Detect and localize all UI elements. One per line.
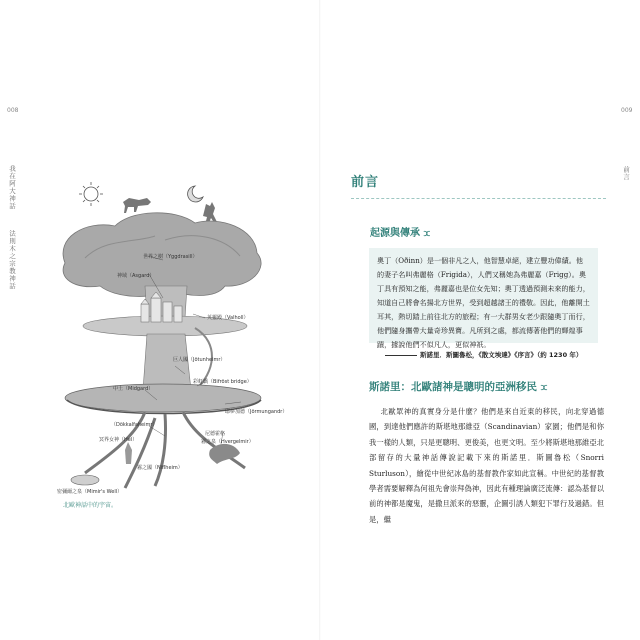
knot-ornament-icon-2: ⵋ xyxy=(540,383,548,392)
label-yggdrasil: 世界之樹（Yggdrasill） xyxy=(143,254,198,260)
sun-icon xyxy=(79,182,103,206)
section-heading-origins-text: 起源與傳承 xyxy=(370,228,420,239)
label-dokkalfheim: （Dökkalfaheimr） xyxy=(111,422,158,428)
quote-attribution xyxy=(385,350,582,359)
wolf-left-icon xyxy=(123,198,151,213)
left-running-subhead: 法則木之宗教神話 xyxy=(8,230,16,290)
quote-box xyxy=(369,248,598,349)
right-running-head: 前言 xyxy=(622,166,630,181)
section-heading-snorri-text: 斯諾里：北歐諸神是聰明的亞洲移民 xyxy=(369,381,537,393)
attribution-dash xyxy=(385,355,417,356)
quote-text: 奧丁（Oðinn）是一個非凡之人，他智慧卓絕，建立豐功偉績。他的妻子名叫弗麗格（Frigida），人們又稱她為弗麗嘉（Frigg）。奧丁具有預知之能，弗麗嘉也是位女先知；奧丁透過預測未來的能力，知道自己將會名揚北方世界，受到超越諸王的禮敬。因此，他離開土耳其，熱切踏上前往北方的旅程；有一大群男女老少跟隨奧丁而行，他們隨身攜帶大量奇珍異寶。凡所到之處，都流傳著他們的輝煌事蹟，據說他們不似凡人，更似神祇。 xyxy=(377,256,590,349)
yggdrasil-illustration xyxy=(45,168,288,508)
label-midgard: 中土（Midgard） xyxy=(113,386,154,392)
moon-icon xyxy=(188,186,203,202)
label-asgard: 神域（Asgard） xyxy=(117,273,155,279)
gutter-shadow xyxy=(319,0,321,640)
label-hvergelmir: 霧之泉（Hvergelmir） xyxy=(201,439,254,445)
chapter-title: 前言 xyxy=(351,175,380,190)
knot-ornament-icon: ⵋ xyxy=(423,229,431,238)
label-mimir: 密彌爾之泉（Mimir's Well） xyxy=(57,489,123,495)
chapter-divider xyxy=(351,198,606,199)
hel-figure xyxy=(125,442,132,464)
right-page-number: 009 xyxy=(621,107,633,114)
body-paragraph: 北歐眾神的真實身分是什麼？他們是來自近東的移民，向北穿過德國，到達他們應許的斯堪地那維亞（Scandinavian）家園；他們是和你我一樣的人類，只是更聰明、更俊美，也更文明。至少將斯堪地那維亞北部留存的大量神話傳說記載下來的斯諾里．斯圖魯松（Snorri Sturluson），繪從中世紀冰島的基督教作家如此宣稱。中世紀的基督教學者需要解釋為何祖先會崇拜偽神，因此有種理論廣泛流傳：認為基督以前的神都是魔鬼，是撒旦派來的惡靈，企圖引誘人類犯下罪行及過錯。但是，繼 xyxy=(369,407,604,524)
mimir-well xyxy=(71,475,99,485)
label-jormungandr: 耶夢加德（Jörmungandr） xyxy=(225,409,288,415)
attribution-text: 斯諾里．斯圖魯松，《散文埃達》《序言》（約 1230 年） xyxy=(420,351,583,359)
label-hel: 冥界女神（Hel） xyxy=(99,437,138,443)
left-page-number: 008 xyxy=(7,107,19,114)
world-tree-drawing xyxy=(45,168,288,508)
label-valholl: 英靈殿（Valholl） xyxy=(207,315,249,321)
label-nidhogg: 尼德霍格 xyxy=(205,431,226,437)
label-bifrost: 彩虹橋（Bifröst bridge） xyxy=(193,379,252,385)
label-niflheim: 霧之國（Niflheim） xyxy=(137,465,183,471)
left-running-head: 我在阿大神話 xyxy=(8,165,16,210)
figure-caption: 北歐神話中的宇宙。 xyxy=(63,502,118,509)
section-heading-snorri xyxy=(369,379,547,394)
section-heading-origins xyxy=(370,224,430,239)
label-jotunheim: 巨人國（Jötunheimr） xyxy=(173,357,226,363)
